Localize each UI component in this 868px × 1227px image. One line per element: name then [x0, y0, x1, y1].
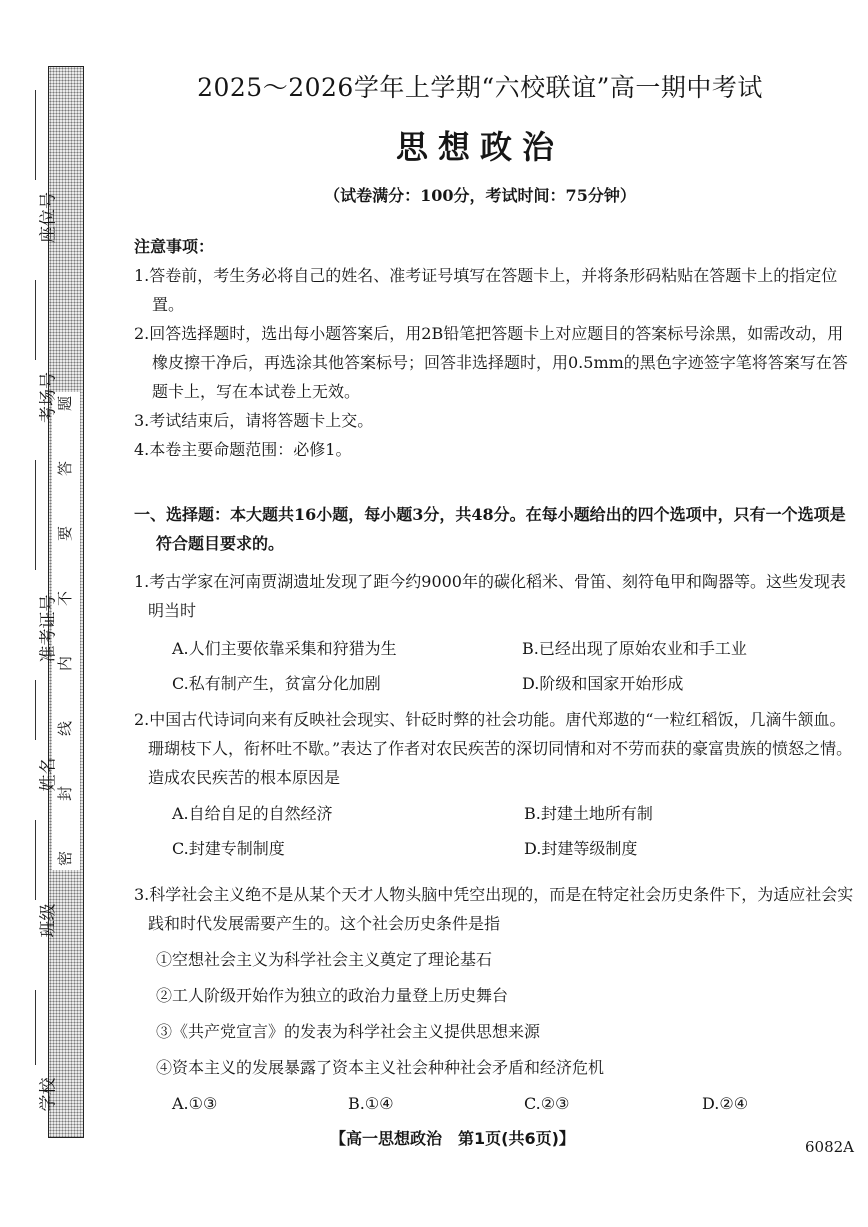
school-field: 学校 [10, 990, 44, 1140]
question-stem: 1.考古学家在河南贾湖遗址发现了距今约9000年的碳化稻米、骨笛、刻符龟甲和陶器等。这些发现表明当时 [134, 572, 846, 620]
notice-item: 4.本卷主要命题范围：必修1。 [134, 440, 352, 459]
notice-item: 1.答卷前，考生务必将自己的姓名、准考证号填写在答题卡上，并将条形码粘贴在答题卡上的指定位置。 [134, 266, 838, 314]
seat-number-field: 座位号 [10, 90, 44, 265]
exam-title: 2025～2026学年上学期“六校联谊”高一期中考试 [197, 73, 763, 102]
subject-title: 思想政治 [395, 128, 564, 166]
question-stem: 3.科学社会主义绝不是从某个天才人物头脑中凭空出现的，而是在特定社会历史条件下，为适应社会实践和时代发展需要产生的。这个社会历史条件是指 [134, 885, 854, 933]
seal-char: 封 [56, 785, 75, 802]
statement-item: ①空想社会主义为科学社会主义奠定了理论基石 [156, 950, 493, 969]
option-a: A.人们主要依靠采集和狩猎为生 [172, 639, 397, 658]
page-footer: 【高一思想政治 第1页(共6页)】 [330, 1129, 575, 1148]
question-3 [134, 880, 854, 1122]
admission-number-field: 准考证号 [10, 460, 44, 690]
seal-char: 线 [56, 720, 75, 737]
exam-room-field: 考场号 [10, 280, 44, 440]
statement-item: ③《共产党宣言》的发表为科学社会主义提供思想来源 [156, 1022, 541, 1041]
question-2 [134, 705, 854, 866]
option-d: D.②④ [702, 1094, 749, 1113]
section-heading: 一、选择题：本大题共16小题，每小题3分，共48分。在每小题给出的四个选项中，只有一个选项是符合题目要求的。 [134, 505, 846, 553]
option-b: B.封建土地所有制 [524, 804, 653, 823]
seal-char: 答 [56, 460, 75, 477]
notice-heading: 注意事项： [134, 237, 215, 256]
statement-item: ④资本主义的发展暴露了资本主义社会种种社会矛盾和经济危机 [156, 1058, 605, 1077]
option-a: A.①③ [172, 1094, 218, 1113]
question-stem: 2.中国古代诗词向来有反映社会现实、针砭时弊的社会功能。唐代郑遨的“一粒红稻饭，几滴牛颔血。珊瑚枝下人，衔杯吐不歇。”表达了作者对农民疾苦的深切同情和对不劳而获的豪富贵族的愤怒之情。造成农民疾苦的根本原因是 [134, 710, 853, 787]
seal-char: 内 [56, 655, 75, 672]
seal-char: 不 [56, 590, 75, 607]
exam-meta: （试卷满分：100分，考试时间：75分钟） [324, 186, 636, 205]
seal-char: 要 [56, 525, 75, 542]
option-d: D.阶级和国家开始形成 [522, 674, 684, 693]
notice-section [134, 232, 854, 464]
option-c: C.私有制产生，贫富分化加剧 [172, 674, 381, 693]
option-b: B.已经出现了原始农业和手工业 [522, 639, 747, 658]
paper-code: 6082A [805, 1138, 855, 1156]
class-field: 班级 [10, 820, 44, 980]
notice-item: 3.考试结束后，请将答题卡上交。 [134, 411, 374, 430]
option-c: C.②③ [524, 1094, 570, 1113]
option-d: D.封建等级制度 [524, 839, 638, 858]
option-b: B.①④ [348, 1094, 394, 1113]
option-a: A.自给自足的自然经济 [172, 804, 333, 823]
seal-char: 题 [56, 395, 75, 412]
seal-char: 密 [56, 850, 75, 867]
statement-item: ②工人阶级开始作为独立的政治力量登上历史舞台 [156, 986, 509, 1005]
question-1 [134, 567, 854, 701]
notice-item: 2.回答选择题时，选出每小题答案后，用2B铅笔把答题卡上对应题目的答案标号涂黑，如需改动，用橡皮擦干净后，再选涂其他答案标号；回答非选择题时，用0.5mm的黑色字迹签字笔将答案写在答题卡上，写在本试卷上无效。 [134, 324, 848, 401]
name-field: 姓名 [10, 680, 44, 810]
option-c: C.封建专制制度 [172, 839, 285, 858]
